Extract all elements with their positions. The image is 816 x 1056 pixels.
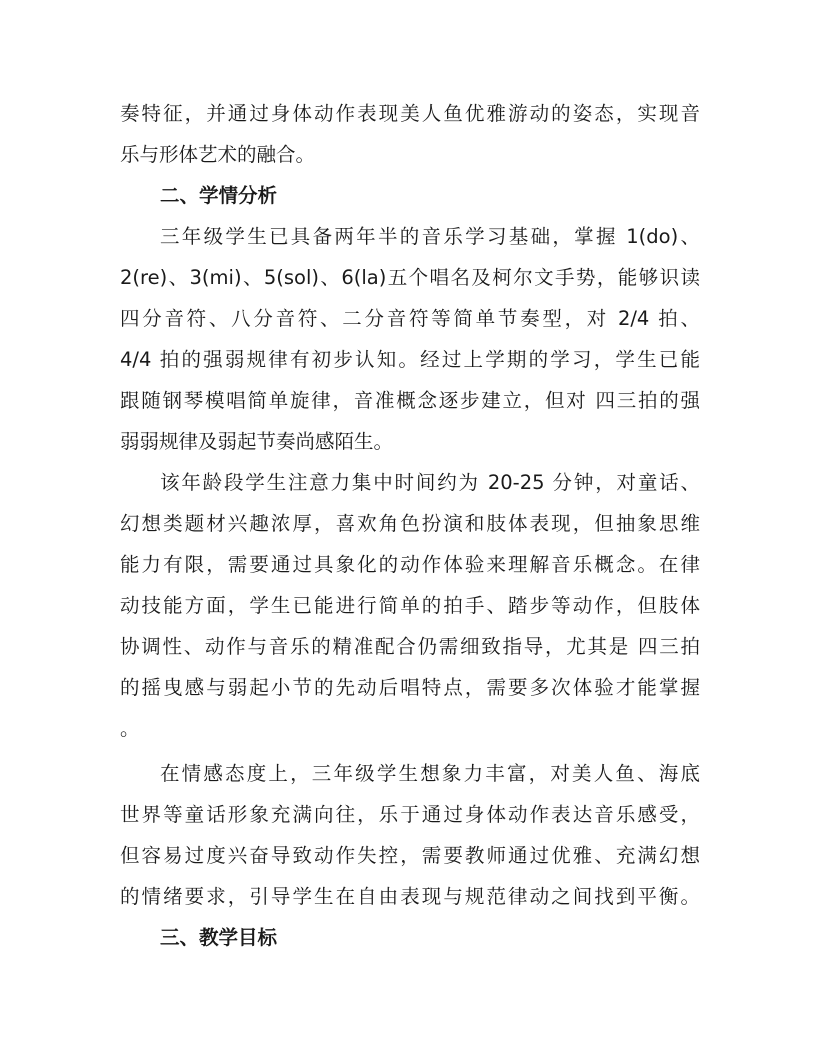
- paragraph-line: 动技能方面，学生已能进行简单的拍手、踏步等动作，但肢体: [120, 594, 700, 617]
- paragraph-line: 在情感态度上，三年级学生想象力丰富，对美人鱼、海底: [160, 762, 700, 785]
- section-heading-teaching-objectives: 三、教学目标: [160, 926, 278, 949]
- paragraph-line: 协调性、动作与音乐的精准配合仍需细致指导，尤其是 四三拍: [120, 635, 700, 658]
- paragraph-line: 跟随钢琴模唱简单旋律，音准概念逐步建立，但对 四三拍的强: [120, 389, 700, 412]
- paragraph-line: 世界等童话形象充满向往，乐于通过身体动作表达音乐感受，: [120, 803, 700, 826]
- paragraph-line: 但容易过度兴奋导致动作失控，需要教师通过优雅、充满幻想: [120, 844, 700, 867]
- section-heading-learner-analysis: 二、学情分析: [160, 184, 278, 207]
- paragraph-line: 乐与形体艺术的融合。: [120, 143, 316, 166]
- paragraph-line: 奏特征，并通过身体动作表现美人鱼优雅游动的姿态，实现音: [120, 102, 700, 125]
- paragraph-line: 三年级学生已具备两年半的音乐学习基础，掌握 1(do)、: [160, 225, 700, 248]
- paragraph-line: 。: [120, 717, 140, 740]
- paragraph-line: 的情绪要求，引导学生在自由表现与规范律动之间找到平衡。: [120, 885, 700, 908]
- paragraph-line: 该年龄段学生注意力集中时间约为 20-25 分钟，对童话、: [160, 471, 700, 494]
- paragraph-line: 能力有限，需要通过具象化的动作体验来理解音乐概念。在律: [120, 553, 700, 576]
- paragraph-line: 2(re)、3(mi)、5(sol)、6(la)五个唱名及柯尔文手势，能够识读: [120, 266, 700, 289]
- paragraph-line: 四分音符、八分音符、二分音符等简单节奏型，对 2/4 拍、: [120, 307, 700, 330]
- paragraph-line: 弱弱规律及弱起节奏尚感陌生。: [120, 430, 394, 453]
- paragraph-line: 幻想类题材兴趣浓厚，喜欢角色扮演和肢体表现，但抽象思维: [120, 512, 700, 535]
- paragraph-line: 4/4 拍的强弱规律有初步认知。经过上学期的学习，学生已能: [120, 348, 700, 371]
- paragraph-line: 的摇曳感与弱起小节的先动后唱特点，需要多次体验才能掌握: [120, 676, 700, 699]
